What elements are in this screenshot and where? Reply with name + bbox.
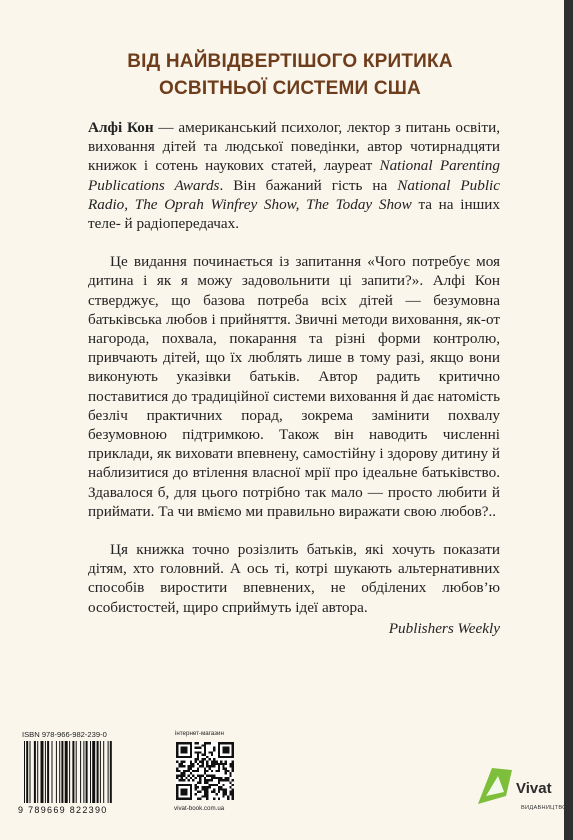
qr-module xyxy=(225,788,227,790)
qr-module xyxy=(225,761,227,763)
qr-module xyxy=(192,779,194,781)
qr-module xyxy=(181,779,183,781)
qr-module xyxy=(204,795,206,797)
qr-module xyxy=(227,777,229,779)
qr-module xyxy=(227,798,229,800)
qr-module xyxy=(195,747,197,749)
bio-text-1: — американський психолог, лектор з питань освіти, виховання дітей та людської поведінки, автор чотирнадцяти книжок і сотень наукових статей, лауреат xyxy=(88,119,500,175)
qr-module xyxy=(176,777,178,779)
qr-module xyxy=(202,754,204,756)
qr-module xyxy=(225,772,227,774)
qr-module xyxy=(229,781,231,783)
qr-module xyxy=(190,763,192,765)
qr-module xyxy=(176,768,178,770)
qr-module xyxy=(213,791,215,793)
barcode-bar xyxy=(90,741,91,803)
barcode xyxy=(22,741,142,803)
qr-module xyxy=(183,774,185,776)
qr-module xyxy=(232,795,234,797)
publisher-subtitle: ВИДАВНИЦТВО xyxy=(521,805,567,811)
qr-module xyxy=(183,779,185,781)
qr-module xyxy=(232,791,234,793)
qr-module xyxy=(213,747,215,749)
qr-module xyxy=(211,754,213,756)
qr-module xyxy=(222,763,224,765)
qr-module xyxy=(229,791,231,793)
qr-module xyxy=(197,791,199,793)
qr-module xyxy=(213,761,215,763)
qr-module xyxy=(213,763,215,765)
qr-module xyxy=(202,744,204,746)
qr-module xyxy=(183,772,185,774)
qr-module xyxy=(202,788,204,790)
qr-module xyxy=(204,781,206,783)
qr-module xyxy=(197,754,199,756)
qr-module xyxy=(225,793,227,795)
qr-module xyxy=(206,756,208,758)
qr-module xyxy=(222,765,224,767)
qr-module xyxy=(227,779,229,781)
barcode-bar xyxy=(34,741,36,803)
barcode-bar xyxy=(83,741,84,803)
qr-module xyxy=(202,763,204,765)
qr-module xyxy=(204,751,206,753)
qr-module xyxy=(218,791,220,793)
review-quote: Ця книжка точно розізлить батьків, які хочуть показати дітям, хто головний. А ось ті, котрі шукають альтернативних способів виростити впевнених, не обділених любов’ю особистостей, щиро сприймуть ідеї автора. xyxy=(88,541,500,616)
qr-module xyxy=(204,772,206,774)
qr-module xyxy=(195,751,197,753)
barcode-bar xyxy=(92,741,95,803)
qr-module xyxy=(232,768,234,770)
qr-module xyxy=(229,772,231,774)
qr-module xyxy=(206,770,208,772)
qr-module xyxy=(188,770,190,772)
barcode-bar xyxy=(59,741,60,803)
qr-module xyxy=(178,765,180,767)
barcode-bar xyxy=(56,741,57,803)
qr-module xyxy=(199,781,201,783)
bio-text-2: . Він бажаний гість на xyxy=(219,176,398,194)
review-source: Publishers Weekly xyxy=(388,619,500,637)
qr-module xyxy=(199,774,201,776)
qr-module xyxy=(220,788,222,790)
qr-module xyxy=(204,788,206,790)
qr-module xyxy=(176,770,178,772)
qr-module xyxy=(232,765,234,767)
qr-module xyxy=(213,798,215,800)
qr-module xyxy=(204,758,206,760)
qr-module xyxy=(197,758,199,760)
qr-module xyxy=(195,786,197,788)
qr-module xyxy=(229,765,231,767)
qr-module xyxy=(232,770,234,772)
qr-module xyxy=(195,788,197,790)
qr-module xyxy=(197,774,199,776)
barcode-digits: 9 789669 822390 xyxy=(18,805,108,815)
qr-module xyxy=(199,747,201,749)
qr-module xyxy=(229,786,231,788)
qr-module xyxy=(190,768,192,770)
qr-module xyxy=(197,781,199,783)
qr-module xyxy=(227,795,229,797)
qr-code xyxy=(176,742,234,800)
barcode-bar xyxy=(103,741,104,803)
qr-module xyxy=(218,788,220,790)
qr-module xyxy=(206,774,208,776)
qr-module xyxy=(206,742,208,744)
barcode-bar xyxy=(37,741,38,803)
qr-module xyxy=(211,765,213,767)
barcode-bar xyxy=(108,741,109,803)
qr-module xyxy=(183,770,185,772)
qr-module xyxy=(232,784,234,786)
qr-module xyxy=(206,781,208,783)
qr-module xyxy=(181,761,183,763)
bio-text-3: та на інших теле- й радіопередачах. xyxy=(88,195,500,233)
body-text xyxy=(88,118,500,638)
qr-module xyxy=(211,791,213,793)
qr-module xyxy=(197,770,199,772)
qr-module xyxy=(199,798,201,800)
qr-module xyxy=(178,770,180,772)
publisher-name: Vivat xyxy=(516,780,552,797)
qr-module xyxy=(181,763,183,765)
qr-module xyxy=(208,784,210,786)
qr-module xyxy=(206,786,208,788)
qr-module xyxy=(197,768,199,770)
qr-module xyxy=(206,765,208,767)
qr-module xyxy=(195,777,197,779)
qr-module xyxy=(211,763,213,765)
qr-finder-core xyxy=(222,747,229,754)
qr-module xyxy=(206,763,208,765)
qr-module xyxy=(197,756,199,758)
qr-module xyxy=(195,761,197,763)
qr-module xyxy=(197,763,199,765)
qr-module xyxy=(220,777,222,779)
qr-module xyxy=(213,749,215,751)
qr-module xyxy=(176,774,178,776)
barcode-bar xyxy=(41,741,44,803)
qr-module xyxy=(208,768,210,770)
qr-module xyxy=(225,779,227,781)
qr-module xyxy=(183,765,185,767)
qr-module xyxy=(232,793,234,795)
qr-module xyxy=(195,742,197,744)
qr-module xyxy=(208,765,210,767)
qr-finder-core xyxy=(181,788,188,795)
qr-module xyxy=(218,798,220,800)
qr-module xyxy=(192,763,194,765)
qr-module xyxy=(206,793,208,795)
qr-module xyxy=(204,779,206,781)
qr-finder-core xyxy=(181,747,188,754)
qr-module xyxy=(213,788,215,790)
qr-module xyxy=(204,793,206,795)
qr-module xyxy=(218,763,220,765)
qr-module xyxy=(188,765,190,767)
qr-module xyxy=(204,786,206,788)
qr-module xyxy=(202,758,204,760)
qr-module xyxy=(220,786,222,788)
qr-module xyxy=(195,758,197,760)
qr-module xyxy=(204,744,206,746)
qr-module xyxy=(213,777,215,779)
barcode-bar xyxy=(97,741,99,803)
qr-module xyxy=(181,774,183,776)
qr-module xyxy=(206,761,208,763)
qr-module xyxy=(220,779,222,781)
qr-module xyxy=(183,761,185,763)
qr-module xyxy=(225,763,227,765)
qr-module xyxy=(229,774,231,776)
qr-module xyxy=(204,754,206,756)
qr-module xyxy=(218,777,220,779)
qr-module xyxy=(211,774,213,776)
qr-module xyxy=(220,761,222,763)
qr-module xyxy=(178,774,180,776)
qr-module xyxy=(232,761,234,763)
book-description: Це видання починається із запитання «Чого потребує моя дитина і як я можу задовольнити ці запити?». Алфі Кон стверджує, що базова потреба всіх дітей — безумовна батьківська любов і прийняття. Звичні методи виховання, як-от нагорода, похвала, покарання та різні форми контролю, привчають дітей, що їх люблять лише в тому разі, якщо вони виконують указівки батьків. Автор радить критично поставитися до традиційної системи виховання й дає натомість безліч практичних порад, зокрема замінити похвалу безумовною підтримкою. Також він наводить численні приклади, як виховати впевнену, самостійну і здорову дитину й наблизитися до втілення власної мрії про ідеальне батьківство. Здавалося б, для цього потрібно так мало — просто любити й приймати. Та чи вміємо ми правильно виражати свою любов?.. xyxy=(88,253,500,520)
barcode-bar xyxy=(47,741,49,803)
shop-url: vivat-book.com.ua xyxy=(174,805,225,812)
qr-module xyxy=(225,791,227,793)
barcode-bar xyxy=(65,741,68,803)
qr-module xyxy=(188,768,190,770)
qr-module xyxy=(199,765,201,767)
qr-module xyxy=(206,798,208,800)
qr-module xyxy=(199,777,201,779)
barcode-bar xyxy=(76,741,77,803)
qr-module xyxy=(181,772,183,774)
qr-module xyxy=(232,798,234,800)
barcode-bar xyxy=(72,741,74,803)
qr-module xyxy=(218,779,220,781)
qr-module xyxy=(204,742,206,744)
qr-module xyxy=(195,770,197,772)
qr-module xyxy=(215,770,217,772)
qr-module xyxy=(213,784,215,786)
qr-module xyxy=(225,770,227,772)
qr-module xyxy=(202,761,204,763)
qr-module xyxy=(192,774,194,776)
qr-module xyxy=(181,777,183,779)
qr-module xyxy=(185,777,187,779)
author-bio xyxy=(88,118,500,233)
qr-module xyxy=(195,793,197,795)
qr-module xyxy=(229,793,231,795)
qr-module xyxy=(211,761,213,763)
qr-module xyxy=(213,765,215,767)
barcode-bar xyxy=(100,741,101,803)
qr-module xyxy=(232,763,234,765)
spine-edge xyxy=(564,0,573,840)
qr-module xyxy=(232,788,234,790)
qr-module xyxy=(204,770,206,772)
qr-module xyxy=(199,779,201,781)
qr-module xyxy=(215,763,217,765)
barcode-bar xyxy=(69,741,70,803)
barcode-bar xyxy=(80,741,81,803)
qr-module xyxy=(202,774,204,776)
qr-module xyxy=(215,793,217,795)
qr-module xyxy=(181,765,183,767)
qr-module xyxy=(202,786,204,788)
qr-module xyxy=(222,793,224,795)
qr-module xyxy=(222,788,224,790)
qr-module xyxy=(190,761,192,763)
qr-module xyxy=(222,784,224,786)
qr-module xyxy=(211,770,213,772)
qr-module xyxy=(206,788,208,790)
qr-module xyxy=(218,768,220,770)
qr-module xyxy=(213,758,215,760)
qr-module xyxy=(192,770,194,772)
qr-module xyxy=(204,749,206,751)
shows-list: National Public Radio, The Oprah Winfrey Show, The Today Show xyxy=(88,176,501,213)
qr-module xyxy=(197,786,199,788)
qr-module xyxy=(204,768,206,770)
qr-module xyxy=(208,742,210,744)
qr-module xyxy=(215,784,217,786)
qr-module xyxy=(176,761,178,763)
barcode-bar xyxy=(45,741,46,803)
qr-module xyxy=(213,774,215,776)
qr-module xyxy=(197,751,199,753)
qr-module xyxy=(211,784,213,786)
qr-module xyxy=(220,763,222,765)
qr-module xyxy=(218,781,220,783)
qr-module xyxy=(204,777,206,779)
qr-module xyxy=(218,765,220,767)
barcode-bar xyxy=(110,741,112,803)
qr-module xyxy=(206,795,208,797)
barcode-bar xyxy=(30,741,31,803)
qr-module xyxy=(229,763,231,765)
barcode-bar xyxy=(52,741,53,803)
qr-module xyxy=(199,791,201,793)
isbn-label: ISBN 978-966-982-239-0 xyxy=(22,730,107,739)
qr-module xyxy=(178,763,180,765)
qr-module xyxy=(188,779,190,781)
barcode-bar xyxy=(26,741,28,803)
qr-module xyxy=(199,751,201,753)
qr-module xyxy=(222,779,224,781)
qr-module xyxy=(202,795,204,797)
qr-module xyxy=(206,779,208,781)
qr-module xyxy=(211,779,213,781)
qr-module xyxy=(178,779,180,781)
qr-module xyxy=(227,770,229,772)
barcode-bar xyxy=(61,741,63,803)
qr-module xyxy=(190,765,192,767)
qr-module xyxy=(218,786,220,788)
shop-label: інтернет-магазин xyxy=(175,730,224,737)
vivat-logo xyxy=(476,766,556,806)
author-name: Алфі Кон xyxy=(88,119,154,136)
qr-module xyxy=(218,770,220,772)
qr-module xyxy=(204,791,206,793)
qr-module xyxy=(215,777,217,779)
qr-module xyxy=(197,747,199,749)
qr-module xyxy=(208,758,210,760)
qr-module xyxy=(222,791,224,793)
award-name: National Parenting Publications Awards xyxy=(88,157,500,194)
qr-module xyxy=(190,777,192,779)
qr-module xyxy=(199,761,201,763)
qr-module xyxy=(188,774,190,776)
qr-module xyxy=(225,768,227,770)
qr-module xyxy=(202,765,204,767)
qr-module xyxy=(232,779,234,781)
barcode-bar xyxy=(86,741,88,803)
qr-module xyxy=(204,747,206,749)
qr-module xyxy=(225,777,227,779)
qr-module xyxy=(208,751,210,753)
qr-module xyxy=(208,774,210,776)
barcode-bar xyxy=(24,741,25,803)
qr-module xyxy=(192,765,194,767)
qr-module xyxy=(222,795,224,797)
qr-module xyxy=(190,772,192,774)
qr-module xyxy=(206,791,208,793)
qr-module xyxy=(208,786,210,788)
qr-module xyxy=(208,779,210,781)
heading-line-2: ОСВІТНЬОЇ СИСТЕМИ США xyxy=(159,78,421,99)
qr-module xyxy=(197,742,199,744)
qr-module xyxy=(211,751,213,753)
qr-module xyxy=(222,768,224,770)
cover-heading xyxy=(40,48,540,102)
qr-module xyxy=(185,770,187,772)
qr-module xyxy=(195,784,197,786)
qr-module xyxy=(197,798,199,800)
qr-module xyxy=(215,761,217,763)
qr-module xyxy=(211,777,213,779)
heading-line-1: ВІД НАЙВІДВЕРТІШОГО КРИТИКА xyxy=(127,51,453,72)
